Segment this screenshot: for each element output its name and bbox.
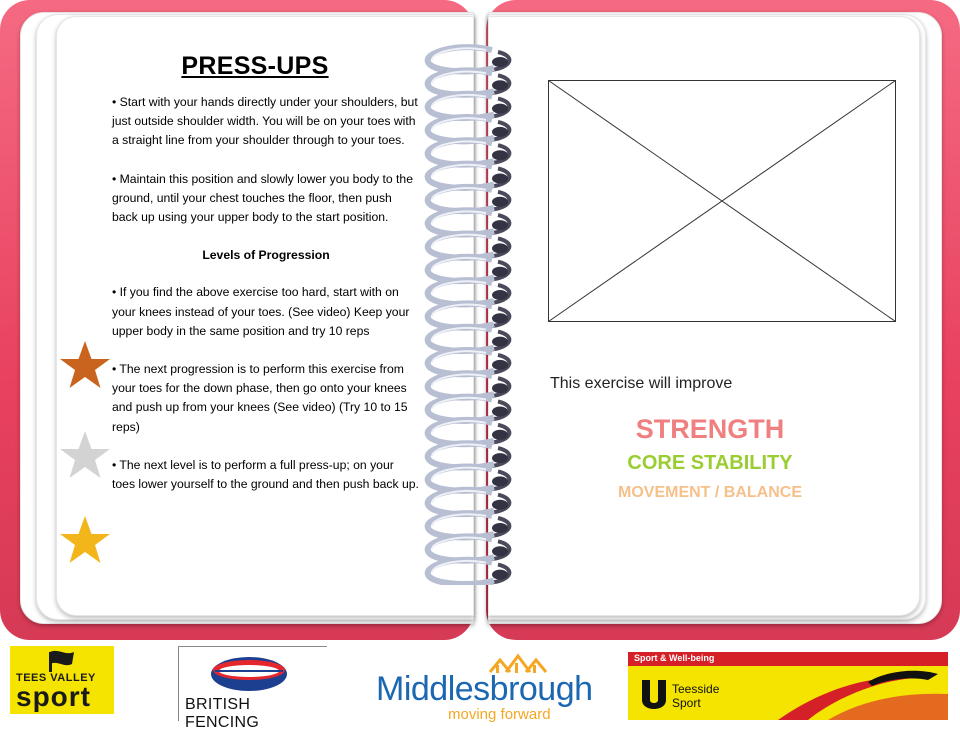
level-paragraph: • The next level is to perform a full press-up; on your toes lower yourself to the ground and then push back up. [112, 457, 419, 492]
teesside-text: Teesside [672, 682, 720, 696]
teesside-u-icon [640, 678, 668, 712]
sport-wellbeing-text: Sport & Well-being [634, 653, 715, 663]
instruction-paragraph: • Start with your hands directly under your shoulders, but just outside shoulder width. You will be on your toes with a straight line from your shoulder through to your toes. [112, 95, 418, 148]
british-fencing-text: BRITISH FENCING [185, 696, 260, 731]
fencing-emblem-icon [209, 655, 289, 693]
improve-label: This exercise will improve [550, 375, 733, 392]
bronze-star-icon [58, 340, 112, 390]
teesside-sport-logo [628, 652, 948, 720]
exercise-instructions [112, 93, 420, 513]
page-title: PRESS-UPS [181, 52, 329, 80]
instruction-paragraph: • Maintain this position and slowly lower you body to the ground, until your chest touches the floor, then push back up using your upper body to the start position. [112, 171, 413, 225]
silver-star-icon [58, 430, 112, 480]
gold-star-icon [58, 515, 112, 565]
sport-text: Sport [672, 696, 701, 710]
levels-heading: Levels of Progression [202, 248, 330, 263]
sport-text: sport [16, 681, 91, 712]
moving-forward-text: moving forward [448, 706, 551, 723]
footer-logos [0, 640, 960, 731]
british-fencing-logo [178, 646, 327, 731]
benefit-strength: STRENGTH [635, 414, 785, 444]
tees-valley-sport-logo [10, 646, 114, 714]
middlesbrough-text: Middlesbrough [376, 670, 593, 708]
benefit-movement-balance: MOVEMENT / BALANCE [618, 484, 802, 501]
spiral-binding-icon [420, 40, 520, 585]
level-paragraph: • If you find the above exercise too hard, start with on your knees instead of your toes. (See video) Keep your upper body in the same position and try 10 reps [112, 285, 410, 338]
middlesbrough-logo [376, 646, 593, 723]
benefit-core-stability: CORE STABILITY [627, 452, 793, 474]
tees-valley-text: TEES VALLEY [16, 672, 96, 684]
video-placeholder[interactable] [548, 80, 896, 322]
level-paragraph: • The next progression is to perform this exercise from your toes for the down phase, then go onto your knees and push up from your knees (See video) (Try 10 to 15 reps) [112, 362, 408, 434]
